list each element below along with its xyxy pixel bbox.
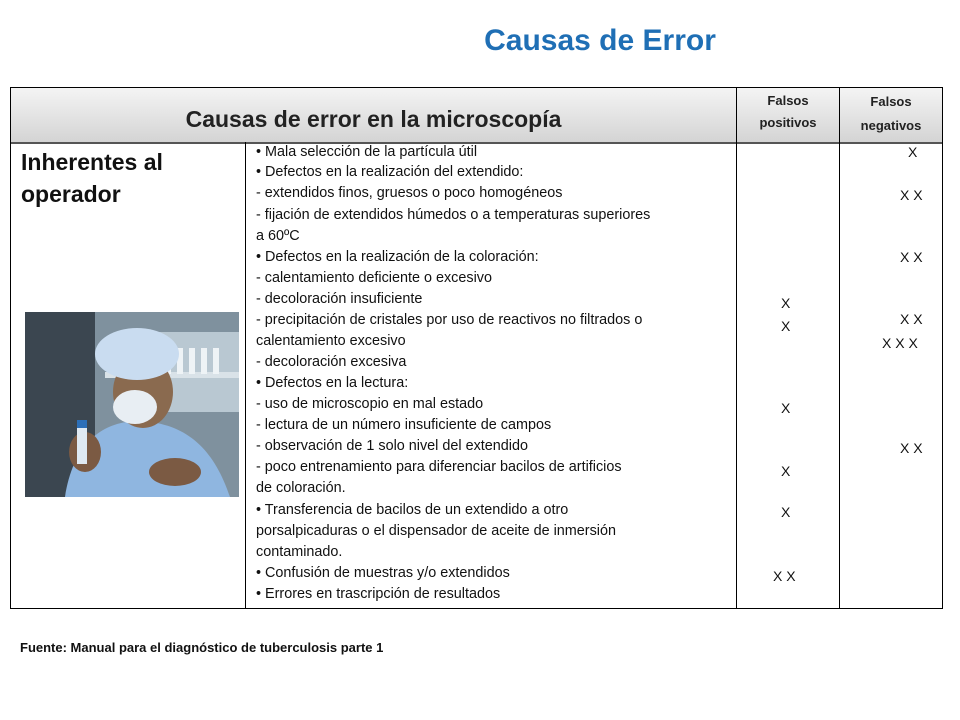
falsos-positivos-mark: X (781, 318, 791, 334)
cause-line: - decoloración insuficiente (256, 291, 423, 307)
cause-line: • Mala selección de la partícula útil (256, 144, 478, 160)
falsos-positivos-mark: X (781, 504, 791, 520)
source-note: Fuente: Manual para el diagnóstico de tuberculosis parte 1 (20, 640, 384, 655)
cause-line: - precipitación de cristales por uso de reactivos no filtrados o (256, 312, 643, 328)
cause-line: - extendidos finos, gruesos o poco homogéneos (256, 185, 563, 201)
header-title: Causas de error en la microscopía (185, 106, 562, 132)
cause-line: • Transferencia de bacilos de un extendido a otro (256, 502, 569, 518)
falsos-negativos-mark: X X (900, 311, 923, 327)
cause-line: - uso de microscopio en mal estado (256, 396, 484, 412)
falsos-negativos-mark: X (908, 144, 918, 160)
falsos-positivos-mark: X X (773, 568, 796, 584)
header-falsos-negativos-line2: negativos (860, 118, 922, 133)
cause-line: - fijación de extendidos húmedos o a temperaturas superiores (256, 207, 651, 223)
cause-line: • Confusión de muestras y/o extendidos (256, 565, 510, 581)
table-border (10, 87, 943, 609)
header-falsos-negativos (840, 90, 942, 138)
category-label-line2: operador (21, 181, 121, 207)
falsos-negativos-mark: X X (900, 187, 923, 203)
header-falsos-negativos-line1: Falsos (870, 94, 912, 109)
cause-line: • Defectos en la lectura: (256, 375, 409, 391)
cause-line: - observación de 1 solo nivel del extendido (256, 438, 528, 454)
cause-line: • Defectos en la realización del extendido: (256, 164, 524, 180)
page-title: Causas de Error (484, 24, 716, 57)
operator-photo-illustration (25, 312, 239, 497)
cause-line: contaminado. (256, 544, 343, 560)
header-falsos-positivos-line2: positivos (759, 115, 817, 130)
cause-line: • Errores en trascripción de resultados (256, 586, 501, 602)
cause-line: - poco entrenamiento para diferenciar bacilos de artificios (256, 459, 622, 475)
falsos-negativos-mark: X X (900, 440, 923, 456)
cause-line: porsalpicaduras o el dispensador de aceite de inmersión (256, 523, 616, 539)
falsos-negativos-mark: X X (900, 249, 923, 265)
header-falsos-positivos (737, 90, 839, 134)
falsos-positivos-mark: X (781, 295, 791, 311)
column-divider-1 (245, 142, 246, 608)
column-divider-2 (736, 88, 737, 608)
cause-line: - calentamiento deficiente o excesivo (256, 270, 492, 286)
header-falsos-positivos-line1: Falsos (767, 93, 809, 108)
falsos-negativos-mark: X X X (882, 335, 918, 351)
category-label-line1: Inherentes al (21, 149, 163, 175)
cause-line: - decoloración excesiva (256, 354, 407, 370)
operator-photo (25, 312, 239, 497)
table-header (11, 88, 942, 144)
falsos-positivos-mark: X (781, 463, 791, 479)
falsos-positivos-mark: X (781, 400, 791, 416)
cause-line: calentamiento excesivo (256, 333, 406, 349)
cause-line: de coloración. (256, 480, 346, 496)
column-divider-3 (839, 88, 840, 608)
cause-line: a 60ºC (256, 228, 300, 244)
error-causes-table (10, 87, 943, 609)
category-label (21, 146, 163, 210)
cause-line: - lectura de un número insuficiente de campos (256, 417, 552, 433)
cause-line: • Defectos en la realización de la coloración: (256, 249, 539, 265)
